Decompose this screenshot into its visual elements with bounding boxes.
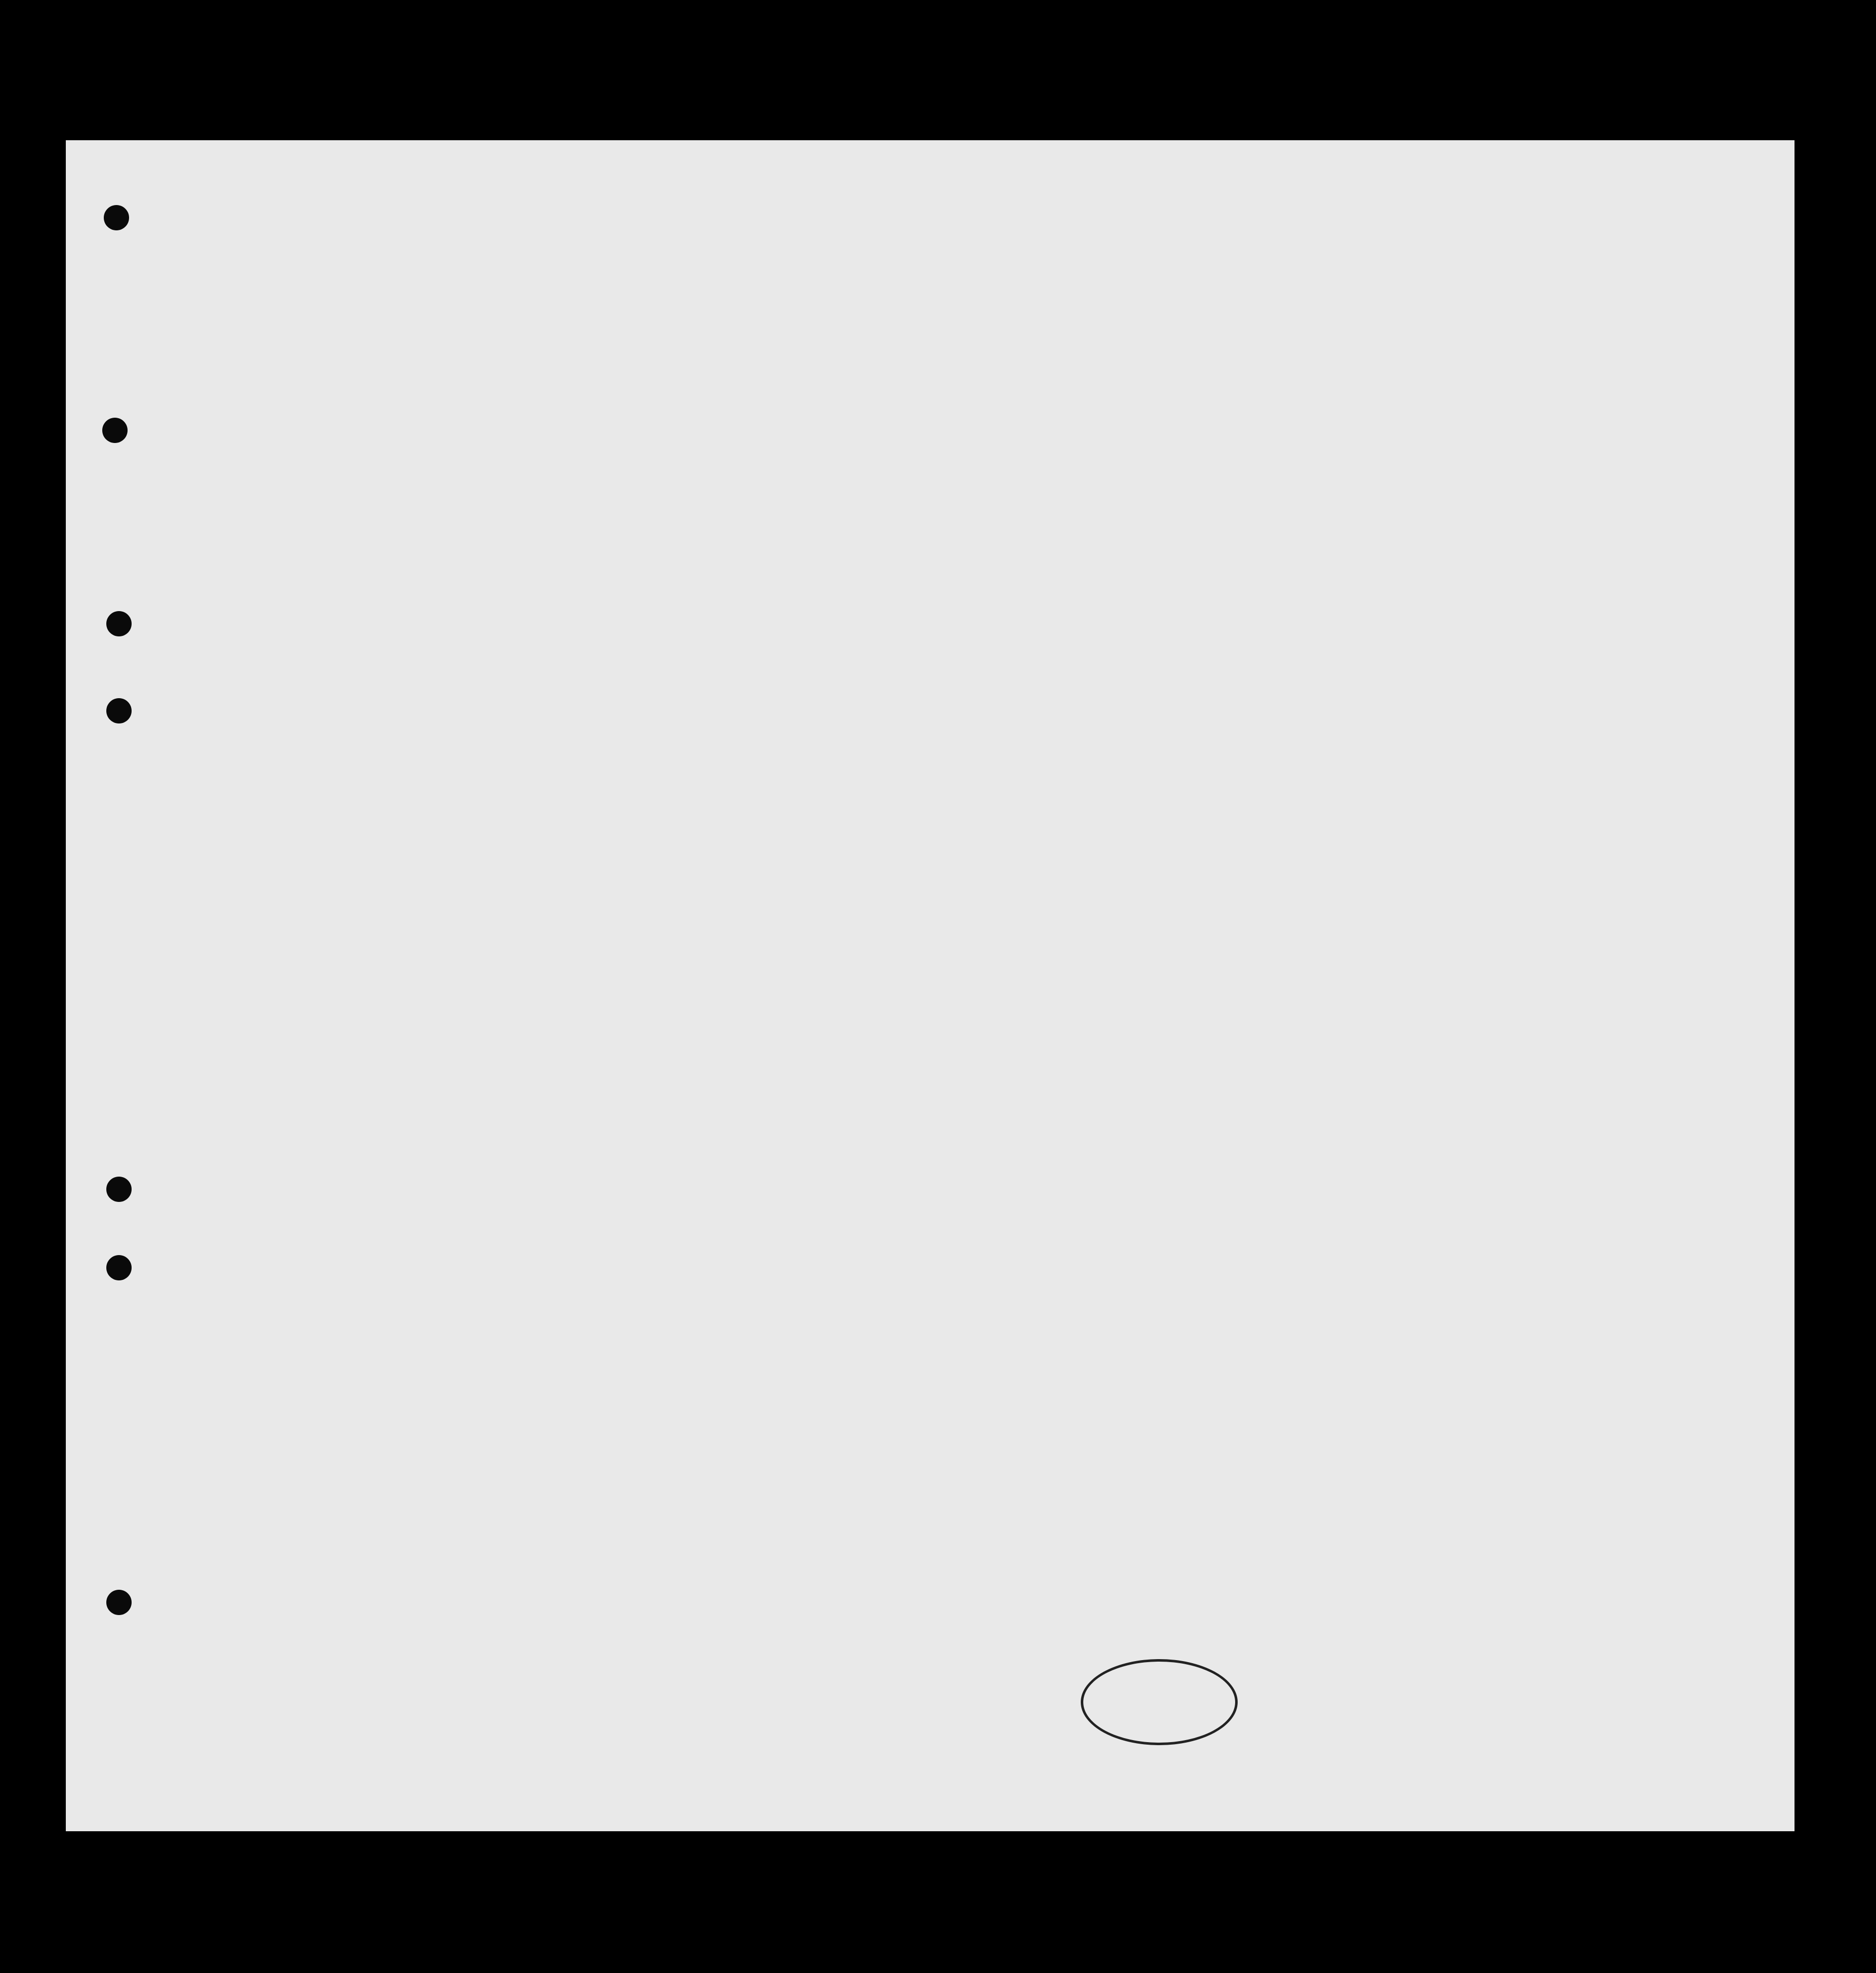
table-grid xyxy=(66,140,1795,1831)
manifest-sheet xyxy=(66,140,1795,1831)
office-stamp xyxy=(1081,1659,1238,1745)
